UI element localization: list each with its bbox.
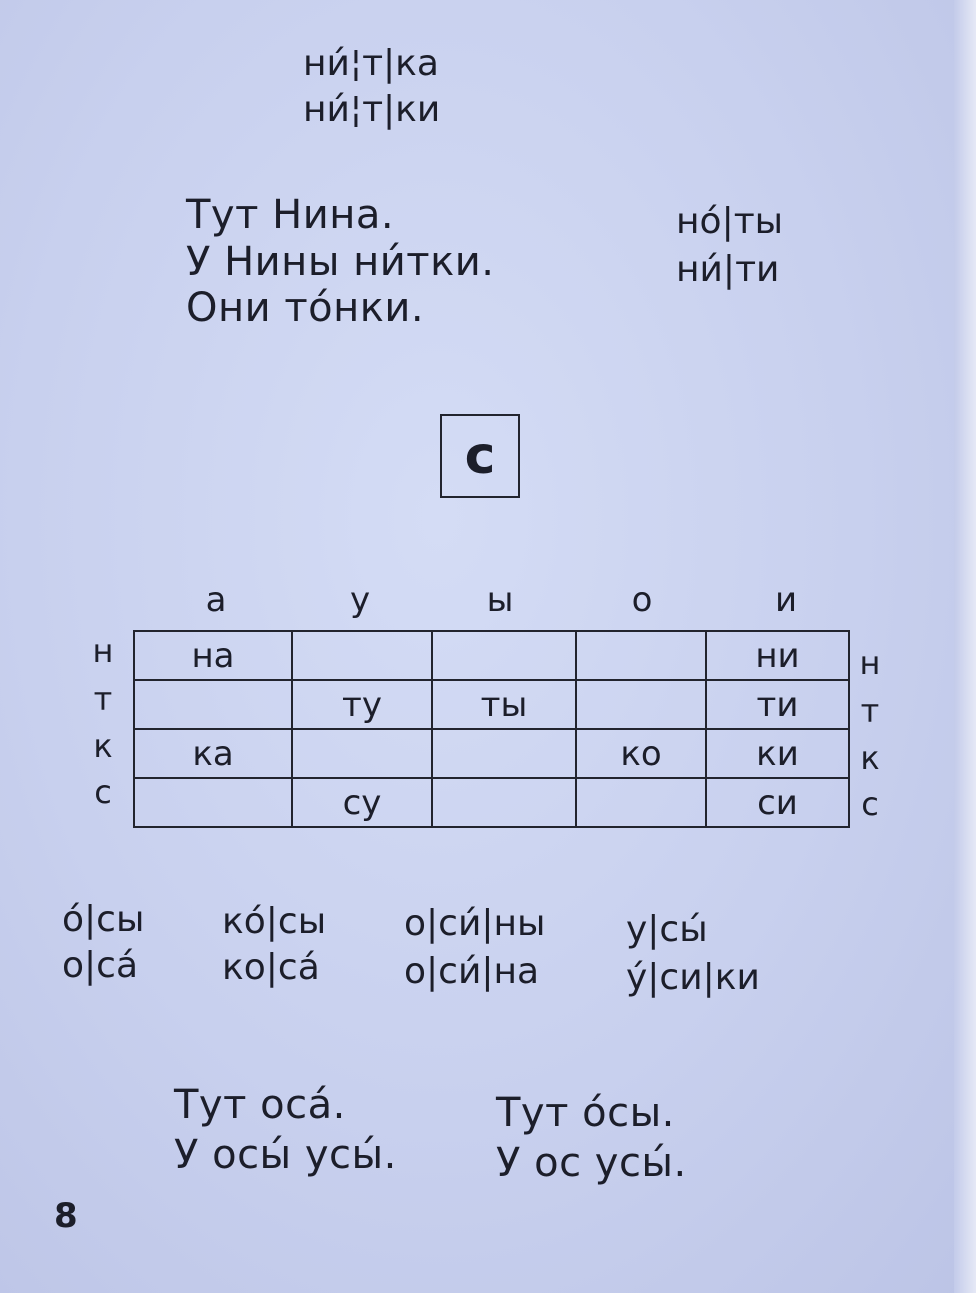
letter-box: [440, 414, 520, 498]
letter: с: [464, 426, 496, 486]
word-pair-3-top: о|си́|ны: [404, 903, 546, 944]
table-cell: си: [706, 778, 849, 827]
table-cell: [292, 631, 432, 680]
table-cell: [432, 631, 576, 680]
syllable-word-2: ни́¦т|ки: [303, 89, 441, 130]
table-cell: [576, 778, 706, 827]
table-cell: [432, 729, 576, 778]
reading-line-2: У Нины ни́тки.: [186, 239, 495, 285]
reading-line-1: Тут Нина.: [186, 192, 395, 238]
table-cell: [432, 778, 576, 827]
reading-2-left-line-2: У осы́ усы́.: [174, 1132, 397, 1178]
side-word-2: ни́|ти: [676, 249, 780, 290]
row-header-right-t: т: [860, 692, 880, 730]
word-pair-1-top: о́|сы: [62, 899, 145, 940]
table-cell: [292, 729, 432, 778]
table-cell: [576, 680, 706, 729]
column-header-o: о: [631, 580, 653, 620]
table-cell: ко: [576, 729, 706, 778]
column-header-y: ы: [486, 580, 514, 620]
row-header-left-s: с: [94, 773, 112, 811]
reading-2-left-line-1: Тут оса́.: [174, 1082, 346, 1128]
table-row: [134, 729, 849, 778]
table-row: [134, 680, 849, 729]
side-word-1: но́|ты: [676, 201, 784, 242]
row-header-left-t: т: [93, 680, 113, 718]
table-cell: ты: [432, 680, 576, 729]
page-number: 8: [54, 1196, 78, 1236]
table-cell: [576, 631, 706, 680]
word-pair-4-bottom: у́|си|ки: [626, 957, 760, 998]
row-header-left-n: н: [92, 632, 114, 670]
word-pair-3-bottom: о|си́|на: [404, 951, 540, 992]
word-pair-2-bottom: ко|са́: [222, 947, 320, 988]
table-row: [134, 631, 849, 680]
syllable-word-1: ни́¦т|ка: [303, 43, 439, 84]
page-edge: [954, 0, 976, 1293]
reading-2-right-line-1: Тут о́сы.: [496, 1090, 675, 1136]
table-row: [134, 778, 849, 827]
word-pair-1-bottom: о|са́: [62, 945, 139, 986]
table-cell: су: [292, 778, 432, 827]
column-header-i: и: [774, 580, 798, 620]
table-cell: ка: [134, 729, 292, 778]
reading-2-right-line-2: У ос усы́.: [496, 1140, 687, 1186]
column-header-a: а: [205, 580, 227, 620]
row-header-right-k: к: [860, 739, 880, 777]
table-cell: ти: [706, 680, 849, 729]
table-cell: на: [134, 631, 292, 680]
column-header-u: у: [349, 580, 371, 620]
row-header-right-s: с: [861, 785, 879, 823]
table-cell: ни: [706, 631, 849, 680]
row-header-right-n: н: [859, 644, 881, 682]
table-cell: [134, 680, 292, 729]
word-pair-4-top: у|сы́: [626, 909, 708, 950]
row-header-left-k: к: [93, 727, 113, 765]
reading-line-3: Они то́нки.: [186, 285, 425, 331]
table-cell: ки: [706, 729, 849, 778]
syllable-table: [133, 630, 850, 828]
table-cell: [134, 778, 292, 827]
table-cell: ту: [292, 680, 432, 729]
word-pair-2-top: ко́|сы: [222, 901, 327, 942]
